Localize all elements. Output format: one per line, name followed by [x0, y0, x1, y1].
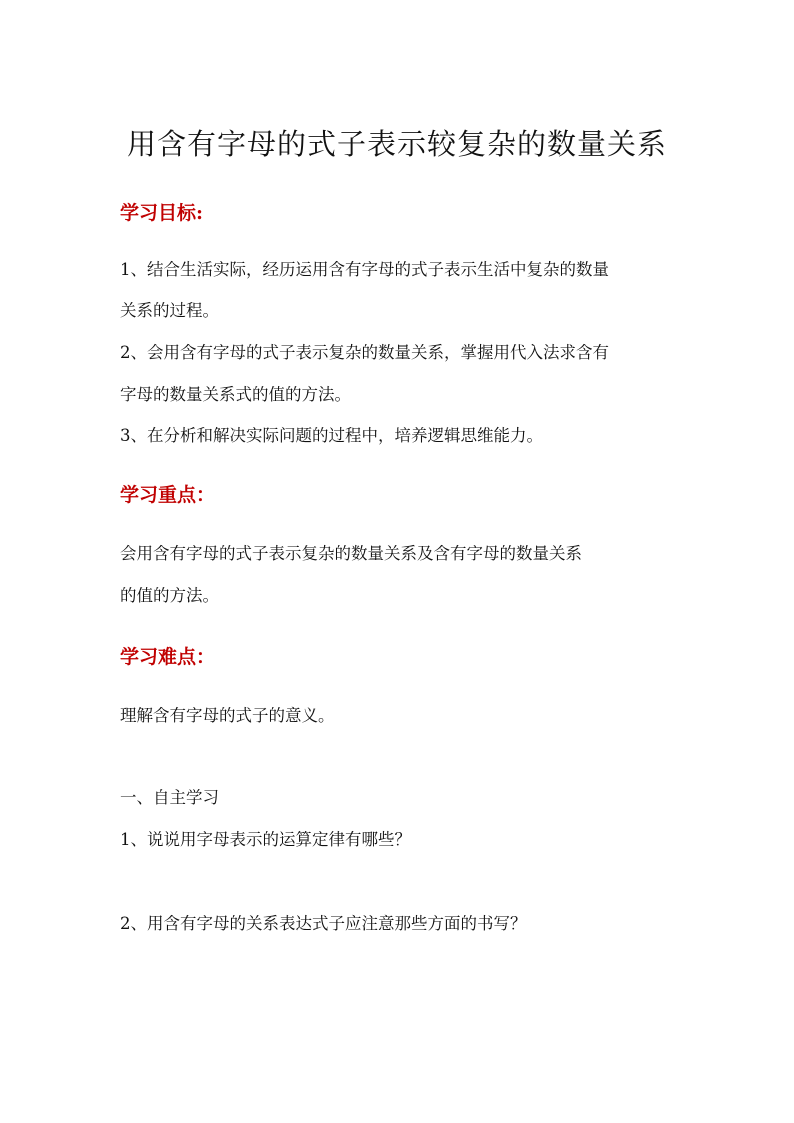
self-study-question-1: 1、说说用字母表示的运算定律有哪些？ [120, 830, 411, 849]
objectives-line-2: 关系的过程。 [120, 301, 219, 320]
self-study-heading: 一、自主学习 [120, 788, 219, 807]
difficulties-heading: 学习难点： [120, 646, 216, 668]
key-points-heading: 学习重点： [120, 484, 216, 506]
self-study-question-2: 2、用含有字母的关系表达式子应注意那些方面的书写？ [120, 914, 527, 933]
difficulties-line-1: 理解含有字母的式子的意义。 [120, 706, 335, 725]
objectives-line-4: 字母的数量关系式的值的方法。 [120, 385, 351, 404]
key-points-line-1: 会用含有字母的式子表示复杂的数量关系及含有字母的数量关系 [120, 544, 582, 563]
objectives-line-5: 3、在分析和解决实际问题的过程中，培养逻辑思维能力。 [120, 426, 543, 445]
objectives-heading: 学习目标: [120, 202, 204, 224]
key-points-line-2: 的值的方法。 [120, 586, 219, 605]
objectives-line-3: 2、会用含有字母的式子表示复杂的数量关系，掌握用代入法求含有 [120, 343, 609, 362]
objectives-line-1: 1、结合生活实际，经历运用含有字母的式子表示生活中复杂的数量 [120, 260, 609, 279]
page-title: 用含有字母的式子表示较复杂的数量关系 [126, 127, 667, 161]
